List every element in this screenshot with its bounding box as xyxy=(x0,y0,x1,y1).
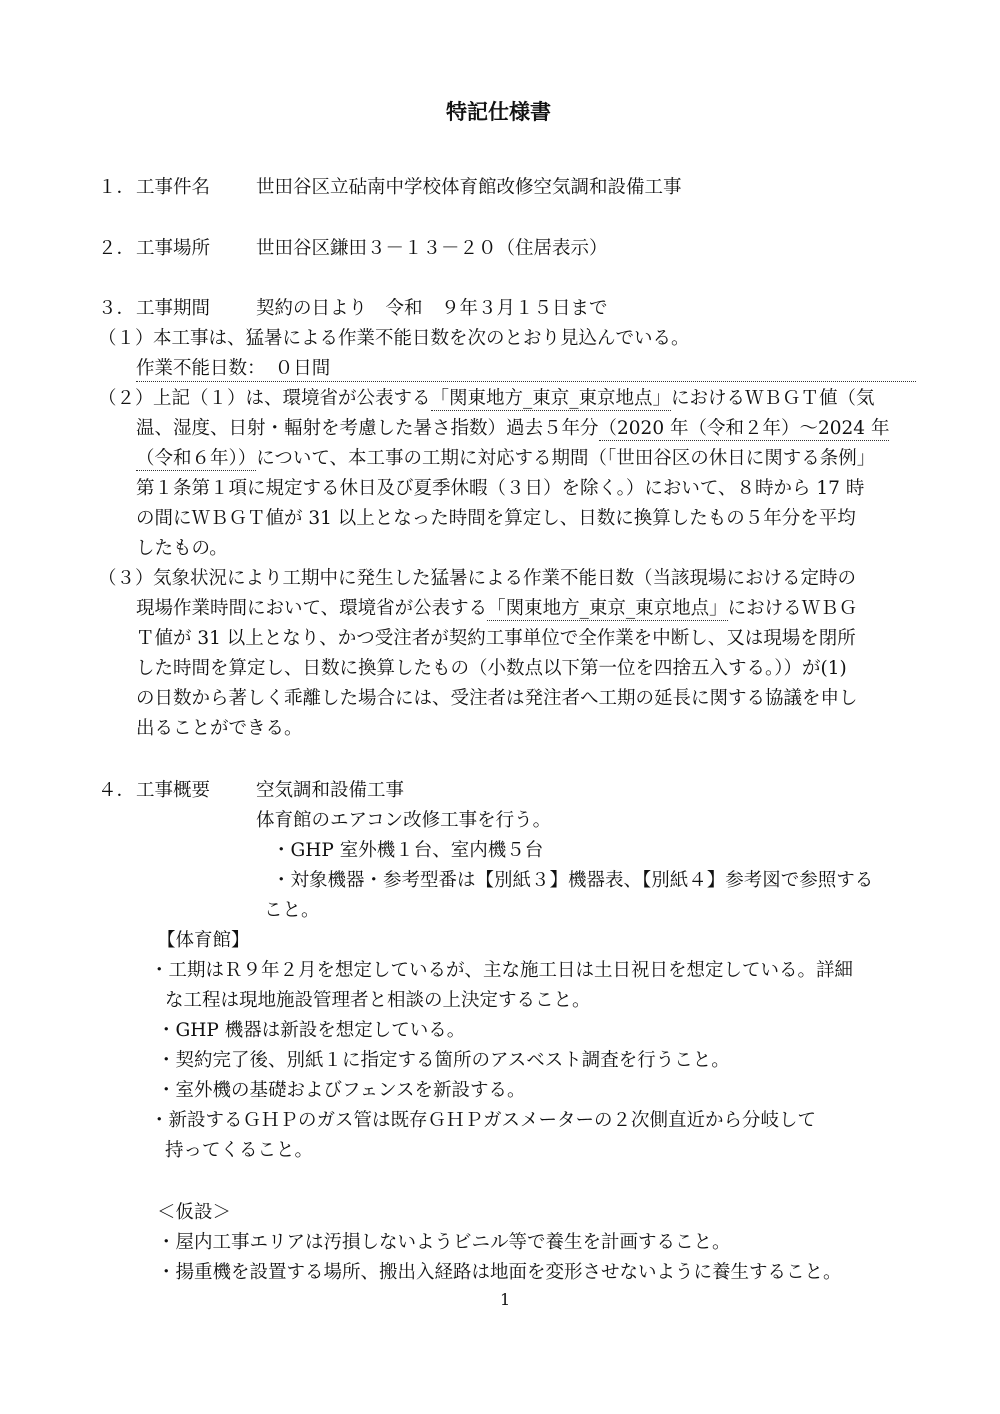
section-1-label: 工事件名 xyxy=(136,177,211,198)
paragraph-3-line-6: 出ることができる。 xyxy=(136,718,303,739)
page-number: 1 xyxy=(500,1290,511,1309)
temporary-works-heading: ＜仮設＞ xyxy=(157,1202,232,1223)
kanto-tokyo-link: 「関東地方_東京_東京地点」 xyxy=(487,598,728,619)
section-3-number: ３． xyxy=(98,298,136,319)
section-2-number: ２． xyxy=(98,238,136,259)
section-3-value: 契約の日より 令和 ９年３月１５日まで xyxy=(256,298,608,319)
gym-item-5: ・新設するＧＨＰのガス管は既存ＧＨＰガスメーターの２次側直近から分岐して xyxy=(150,1110,817,1131)
paragraph-1-text: 本工事は、猛暑による作業不能日数を次のとおり見込んでいる。 xyxy=(153,328,690,349)
section-4-value: 空気調和設備工事 xyxy=(256,780,405,801)
section-2-label: 工事場所 xyxy=(136,238,211,259)
gym-item-5-continued: 持ってくること。 xyxy=(165,1140,314,1161)
paragraph-3-line-2: 現場作業時間において、環境省が公表する「関東地方_東京_東京地点」におけるＷＢＧ xyxy=(136,598,858,619)
paragraph-1-marker: （１） xyxy=(98,328,154,349)
gym-heading: 【体育館】 xyxy=(157,930,250,951)
gym-item-3: ・契約完了後、別紙１に指定する箇所のアスベスト調査を行うこと。 xyxy=(157,1050,730,1071)
equipment-bullet-1: ・GHP 室外機１台、室内機５台 xyxy=(272,840,544,861)
temporary-item-2: ・揚重機を設置する場所、搬出入経路は地面を変形させないように養生すること。 xyxy=(157,1262,842,1283)
paragraph-3-line-4: した時間を算定し、日数に換算したもの（小数点以下第一位を四捨五入する。））が(1) xyxy=(136,658,847,679)
section-4-description: 体育館のエアコン改修工事を行う。 xyxy=(256,810,552,831)
paragraph-2-line-3: （令和６年））について、本工事の工期に対応する期間（「世田谷区の休日に関する条例」 xyxy=(136,448,876,469)
kanto-tokyo-link: 「関東地方_東京_東京地点」 xyxy=(430,388,672,409)
section-4-label: 工事概要 xyxy=(136,780,211,801)
paragraph-3-line-5: の日数から著しく乖離した場合には、受注者は発注者へ工期の延長に関する協議を申し xyxy=(136,688,858,709)
paragraph-2-marker: （２） xyxy=(98,388,154,409)
gym-item-4: ・室外機の基礎およびフェンスを新設する。 xyxy=(157,1080,526,1101)
equipment-bullet-2: ・対象機器・参考型番は【別紙３】機器表、【別紙４】参考図で参照する xyxy=(272,870,874,891)
paragraph-3-line-1: 気象状況により工期中に発生した猛暑による作業不能日数（当該現場における定時の xyxy=(153,568,857,589)
section-1-number: １． xyxy=(98,177,136,198)
gym-item-1: ・工期はＲ９年２月を想定しているが、主な施工日は土日祝日を想定している。詳細 xyxy=(150,960,854,981)
paragraph-2-line-4: 第１条第１項に規定する休日及び夏季休暇（３日）を除く。）において、８時から 17 時 xyxy=(136,478,865,499)
period-reference: （2020 年（令和２年）～2024 年 xyxy=(598,418,890,439)
paragraph-2-line-6: したもの。 xyxy=(136,538,228,559)
paragraph-3-marker: （３） xyxy=(98,568,154,589)
period-reference-end: （令和６年）） xyxy=(136,448,257,469)
equipment-bullet-2-continued: こと。 xyxy=(264,900,320,921)
gym-item-2: ・GHP 機器は新設を想定している。 xyxy=(157,1020,466,1041)
unworkable-days: 作業不能日数： ０日間 xyxy=(136,358,331,379)
page-title: 特記仕様書 xyxy=(446,100,551,124)
paragraph-2-line-1: 上記（１）は、環境省が公表する「関東地方_東京_東京地点」におけるＷＢＧＴ値（気 xyxy=(153,388,875,409)
paragraph-3-line-3: Ｔ値が 31 以上となり、かつ受注者が契約工事単位で全作業を中断し、又は現場を閉所 xyxy=(136,628,856,649)
temporary-item-1: ・屋内工事エリアは汚損しないようビニル等で養生を計画すること。 xyxy=(157,1232,731,1253)
paragraph-2-line-5: の間にＷＢＧＴ値が 31 以上となった時間を算定し、日数に換算したもの５年分を平均 xyxy=(136,508,856,529)
section-2-value: 世田谷区鎌田３－１３－２０（住居表示） xyxy=(256,238,608,259)
dotted-rule xyxy=(136,381,916,382)
paragraph-2-line-2: 温、湿度、日射・輻射を考慮した暑さ指数）過去５年分（2020 年（令和２年）～2024 年 xyxy=(136,418,890,439)
section-4-number: ４． xyxy=(98,780,136,801)
section-3-label: 工事期間 xyxy=(136,298,211,319)
gym-item-1-continued: な工程は現地施設管理者と相談の上決定すること。 xyxy=(165,990,591,1011)
section-1-value: 世田谷区立砧南中学校体育館改修空気調和設備工事 xyxy=(256,177,682,198)
